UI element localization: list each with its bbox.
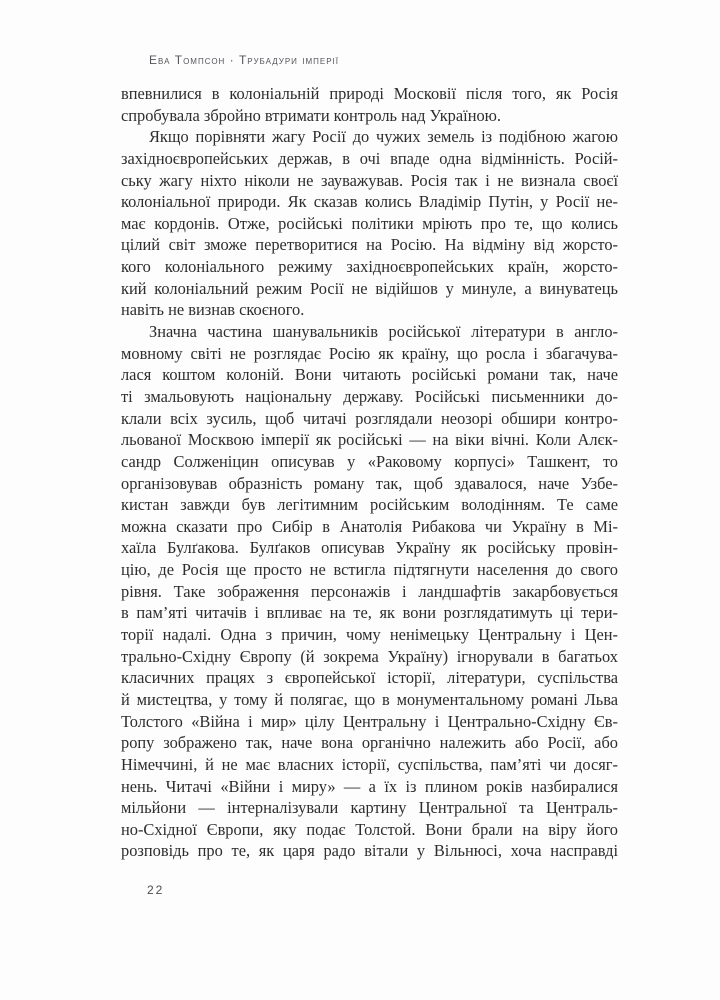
text-line: спробувала збройно втримати контроль над Україною. bbox=[121, 105, 502, 125]
text-line: має кордонів. Отже, російські політики мріють про те, що колись bbox=[121, 213, 618, 233]
page-body-text bbox=[121, 83, 618, 862]
text-line: кого колоніального режиму західноєвропейських країн, жорсто- bbox=[121, 257, 618, 277]
text-line: цію, де Росія ще просто не встигла підтягнути населення до свого bbox=[121, 560, 618, 580]
text-line: ську жагу ніхто ніколи не зауважував. Росія так і не визнала своєї bbox=[121, 170, 618, 190]
text-line: трально-Східну Європу (й зокрема Україну) ігнорували в багатьох bbox=[121, 646, 618, 666]
text-line: кистан завжди був легітимним російським володінням. Те саме bbox=[121, 495, 618, 515]
text-line: лася коштом колоній. Вони читають російські романи так, наче bbox=[121, 365, 618, 385]
text-line: розповідь про те, як царя радо вітали у Вільнюсі, хоча насправді bbox=[121, 841, 618, 861]
text-line: організовував образність роману так, щоб здавалося, наче Узбе- bbox=[121, 473, 618, 493]
text-line: ті змальовують національну державу. Російські письменники до- bbox=[121, 386, 618, 406]
text-line: Значна частина шанувальників російської літератури в англо- bbox=[149, 322, 618, 342]
text-line: нень. Читачі «Війни і миру» — а їх із плином років назбиралися bbox=[121, 776, 618, 796]
page-number: 22 bbox=[147, 883, 165, 897]
text-line: хаїла Булґакова. Булґаков описував Україну як російську провін- bbox=[121, 538, 618, 558]
text-line: торії надалі. Одна з причин, чому ненімецьку Центральну і Цен- bbox=[121, 625, 618, 645]
text-line: Німеччині, й не має власних історії, суспільства, пам’яті чи досяг- bbox=[121, 754, 618, 774]
text-line: колоніальної природи. Як сказав колись Владімір Путін, у Росії не- bbox=[121, 192, 618, 212]
text-line: Толстого «Війна і мир» цілу Центральну і Центрально-Східну Єв- bbox=[121, 711, 618, 731]
text-line: можна сказати про Сибір в Анатолія Рибакова чи Україну в Мі- bbox=[121, 516, 618, 536]
text-line: навіть не визнав скоєного. bbox=[121, 300, 305, 320]
text-line: мовному світі не розглядає Росію як країну, що росла і збагачува- bbox=[121, 343, 618, 363]
text-line: мільйони — інтерналізували картину Центральної та Централь- bbox=[121, 798, 618, 818]
text-line: впевнилися в колоніальній природі Московії після того, як Росія bbox=[121, 84, 618, 103]
text-line: льованої Москвою імперії як російські — на віки вічні. Коли Алєк- bbox=[121, 430, 618, 450]
text-line: кий колоніальний режим Росії не відійшов у минуле, а винуватець bbox=[121, 278, 618, 298]
text-line: рівня. Таке зображення персонажів і ландшафтів закарбовується bbox=[121, 581, 618, 601]
text-line: в пам’яті читачів і впливає на те, як вони розглядатимуть ці тери- bbox=[121, 603, 618, 623]
text-line: Якщо порівняти жагу Росії до чужих земель із подібною жагою bbox=[149, 127, 618, 147]
text-line: класичних працях з європейської історії, літератури, суспільства bbox=[121, 668, 618, 688]
text-line: ропу зображено так, наче вона органічно належить або Росії, або bbox=[121, 733, 618, 753]
text-line: клали всіх зусиль, щоб читачі розглядали неозорі обшири контро- bbox=[121, 408, 618, 428]
text-line: цілий світ зможе перетворитися на Росію. На відміну від жорсто- bbox=[121, 235, 618, 255]
text-line: західноєвропейських держав, в очі впаде одна відмінність. Росій- bbox=[121, 148, 618, 168]
running-header: Ева Томпсон · Трубадури імперії bbox=[149, 53, 339, 67]
text-line: й мистецтва, у тому й полягає, що в монументальному романі Льва bbox=[121, 689, 618, 709]
text-line: но-Східної Європи, яку подає Толстой. Вони брали на віру його bbox=[121, 819, 618, 839]
text-line: сандр Солженіцин описував у «Раковому корпусі» Ташкент, то bbox=[121, 451, 618, 471]
